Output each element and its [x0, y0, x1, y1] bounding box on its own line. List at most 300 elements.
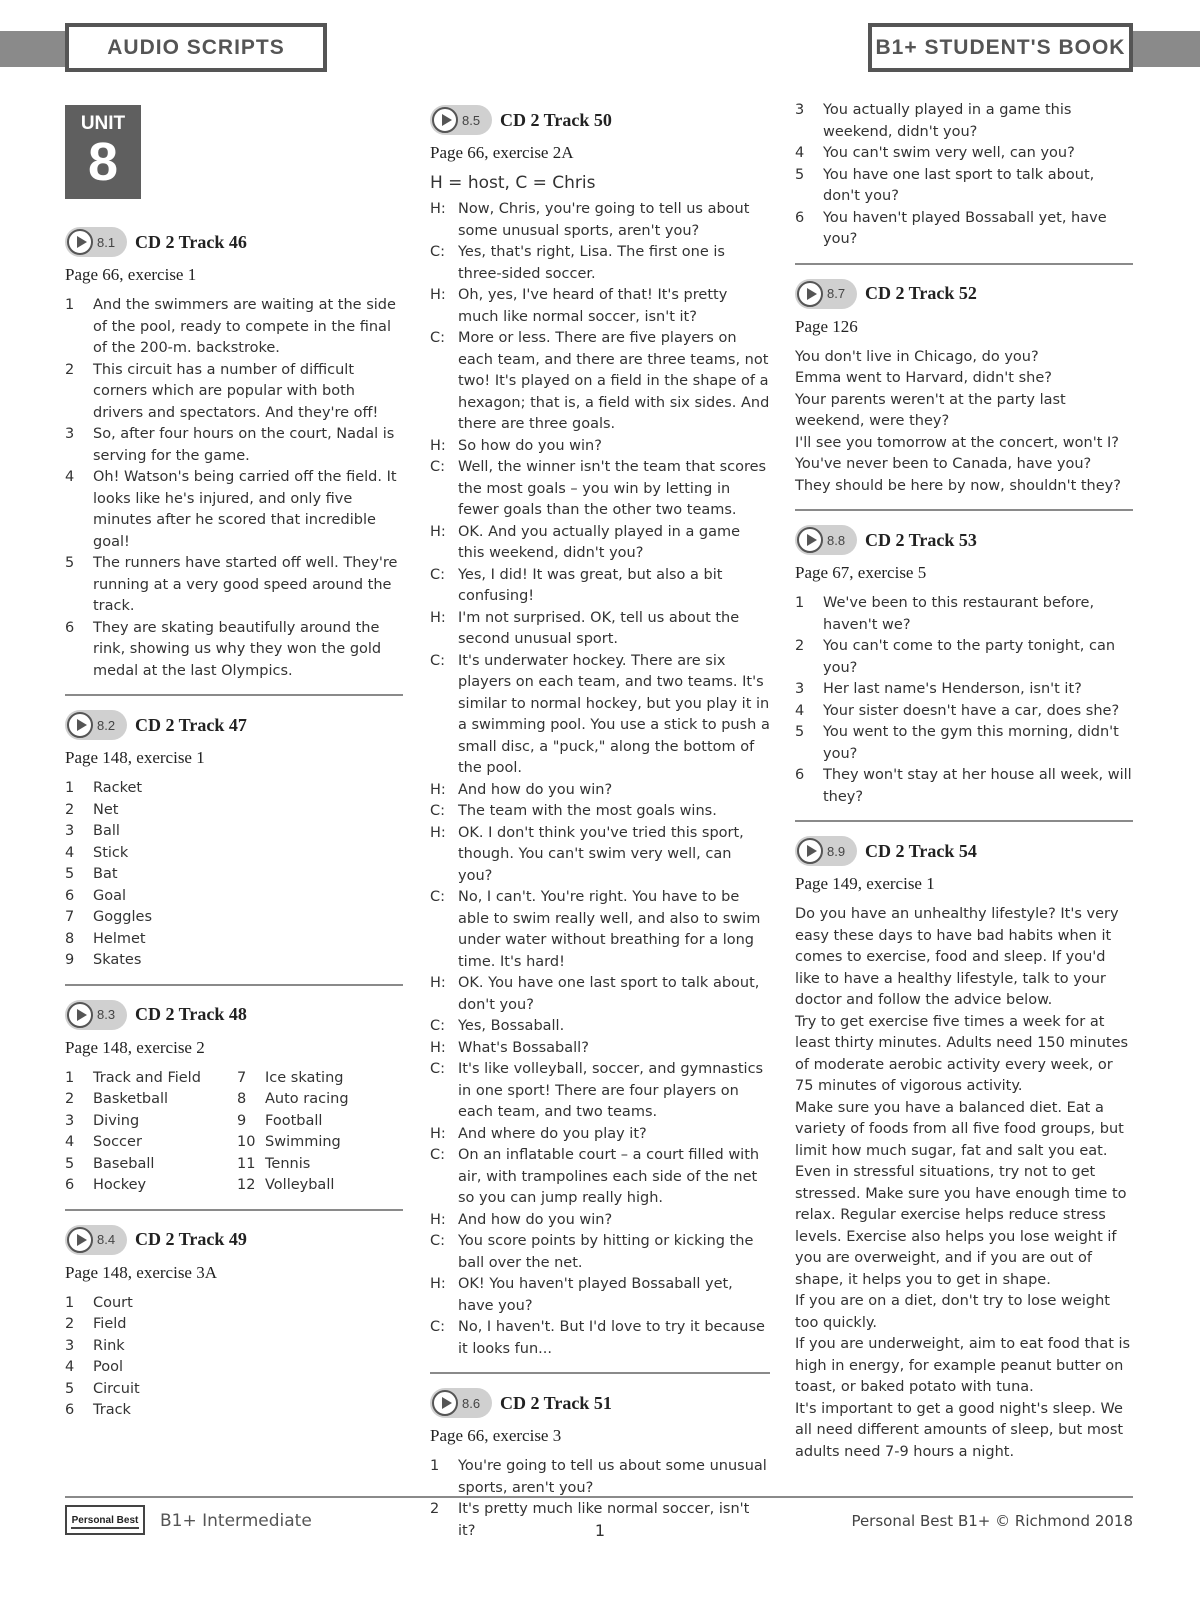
speaker-label: C:: [430, 1061, 446, 1077]
dialogue-text: Oh, yes, I've heard of that! It's pretty much like normal soccer, isn't it?: [458, 287, 728, 325]
dialogue-line: [430, 565, 770, 608]
item-number: 8: [65, 930, 75, 947]
dialogue-line: [430, 1231, 770, 1274]
track-pill[interactable]: 8.9: [795, 836, 857, 866]
section-8-2: [65, 710, 403, 972]
item-text: Bat: [93, 866, 118, 882]
list-item: [65, 864, 403, 886]
item-number: 7: [237, 1069, 247, 1086]
play-icon[interactable]: [797, 527, 823, 553]
page-reference: Page 67, exercise 5: [795, 563, 927, 582]
item-text: Basketball: [93, 1091, 169, 1107]
list-item: [795, 636, 1133, 679]
unit-label: UNIT: [80, 113, 126, 134]
track-pill[interactable]: 8.4: [65, 1225, 127, 1255]
item-text: Net: [93, 801, 119, 818]
list-item: [65, 1154, 237, 1176]
dialogue-line: [430, 823, 770, 888]
header-audio-scripts: AUDIO SCRIPTS: [65, 23, 327, 72]
paragraph: It's important to get a good night's sleep. We all need different amounts of sleep, but most adults need 7-9 hours a night.: [795, 1400, 1124, 1460]
page-reference: Page 66, exercise 1: [65, 265, 197, 284]
item-text: You can't swim very well, can you?: [823, 145, 1075, 161]
track-header: [795, 279, 1133, 309]
item-number: 10: [237, 1134, 256, 1150]
dialogue-line: [430, 199, 770, 242]
list-item: [795, 701, 1133, 723]
dialogue-text: Yes, Bossaball.: [458, 1018, 565, 1034]
item-number: 3: [795, 102, 805, 118]
paragraph: I'll see you tomorrow at the concert, won't I?: [795, 434, 1119, 451]
item-number: 6: [65, 1177, 75, 1193]
speaker-label: H:: [430, 1125, 446, 1142]
section-8-8: [795, 525, 1133, 808]
speaker-label: C:: [430, 330, 446, 346]
play-icon[interactable]: [67, 229, 93, 255]
dialogue-line: [430, 242, 770, 285]
item-text: Skates: [93, 952, 142, 968]
track-title: CD 2 Track 50: [500, 109, 612, 130]
list-item: [65, 1132, 237, 1154]
list-item: [795, 593, 1133, 636]
item-number: 5: [65, 1155, 75, 1172]
play-icon[interactable]: [432, 107, 458, 133]
paragraph: Do you have an unhealthy lifestyle? It's very easy these days to have bad habits when it comes to exercise, food and sleep. If you'd like to have a healthy lifestyle, talk to your doctor and follow the advice below.: [795, 906, 1119, 1008]
numbered-list: [65, 1068, 237, 1197]
section-divider: [65, 1209, 403, 1211]
list-item: [65, 295, 403, 360]
item-text: Racket: [93, 780, 143, 796]
dialogue-line: [430, 887, 770, 973]
page-reference: Page 149, exercise 1: [795, 874, 935, 893]
item-text: Auto racing: [265, 1091, 349, 1107]
list-item: [65, 1175, 237, 1197]
paragraph: Even in stressful situations, try not to get stressed. Make sure you have enough time to relax. Regular exercise helps reduce stress levels. Exercise also helps you lose weight if you are overweight, and if you are out of shape, it helps you to get in shape.: [795, 1164, 1127, 1288]
track-pill[interactable]: 8.6: [430, 1388, 492, 1418]
speaker-label: C:: [430, 652, 446, 669]
list-item: [65, 1357, 403, 1379]
item-text: Her last name's Henderson, isn't it?: [823, 681, 1082, 697]
item-text: Football: [265, 1112, 323, 1129]
item-text: Your sister doesn't have a car, does she?: [823, 702, 1120, 719]
list-item: [65, 907, 403, 929]
section-8-1: [65, 227, 403, 682]
item-number: 5: [795, 724, 805, 740]
item-text: Hockey: [93, 1177, 147, 1193]
section-divider: [65, 984, 403, 986]
track-pill[interactable]: 8.2: [65, 710, 127, 740]
item-number: 3: [65, 1337, 75, 1354]
item-number: 4: [65, 1134, 75, 1150]
section-8-4: [65, 1225, 403, 1422]
speaker-label: C:: [430, 1018, 446, 1034]
paragraph: You've never been to Canada, have you?: [795, 456, 1092, 472]
list-item: [795, 100, 1133, 143]
dialogue-text: Yes, that's right, Lisa. The first one is three-sided soccer.: [458, 244, 725, 282]
item-number: 8: [237, 1091, 247, 1107]
list-item: [795, 722, 1133, 765]
numbered-list: [65, 1293, 403, 1422]
dialogue-text: OK. And you actually played in a game this weekend, didn't you?: [458, 523, 741, 561]
item-text: Ice skating: [265, 1069, 344, 1086]
list-item: [65, 843, 403, 865]
section-divider: [430, 1372, 770, 1374]
track-pill[interactable]: 8.8: [795, 525, 857, 555]
dialogue-text: And where do you play it?: [458, 1125, 647, 1142]
list-item: [65, 553, 403, 618]
item-number: 9: [237, 1112, 247, 1129]
item-text: You can't come to the party tonight, can you?: [823, 638, 1116, 676]
dialogue-line: [430, 1124, 770, 1146]
item-text: Goal: [93, 887, 127, 904]
track-pill[interactable]: 8.1: [65, 227, 127, 257]
track-title: CD 2 Track 48: [135, 1004, 247, 1024]
footer-divider: [65, 1496, 1133, 1498]
play-icon[interactable]: [797, 838, 823, 864]
track-title: CD 2 Track 49: [135, 1229, 247, 1249]
item-number: 5: [65, 1380, 75, 1397]
item-number: 4: [65, 1359, 75, 1375]
track-header: [430, 105, 770, 135]
speaker-label: H:: [430, 201, 446, 217]
item-number: 1: [65, 780, 75, 796]
header-band-left: [0, 31, 70, 67]
numbered-list: [65, 295, 403, 682]
item-number: 7: [65, 909, 75, 925]
page-reference: Page 148, exercise 1: [65, 748, 205, 767]
column-1: [65, 100, 403, 1422]
item-text: Goggles: [93, 909, 153, 925]
list-item: [237, 1089, 403, 1111]
dialogue-line: [430, 651, 770, 780]
dialogue-text: No, I haven't. But I'd love to try it because it looks fun...: [458, 1319, 765, 1357]
dialogue-line: [430, 522, 770, 565]
dialogue-line: [430, 1145, 770, 1210]
dialogue-line: [430, 1016, 770, 1038]
list-item: [65, 618, 403, 683]
paragraph: Emma went to Harvard, didn't she?: [795, 370, 1052, 386]
paragraph: You don't live in Chicago, do you?: [795, 348, 1039, 365]
track-header: [795, 525, 1133, 555]
track-title: CD 2 Track 47: [135, 714, 247, 735]
item-text: You're going to tell us about some unusual sports, aren't you?: [458, 1458, 767, 1496]
item-text: So, after four hours on the court, Nadal is serving for the game.: [93, 426, 395, 464]
footer-copyright: Personal Best B1+ © Richmond 2018: [851, 1512, 1133, 1530]
dialogue-text: OK. I don't think you've tried this sport, though. You can't swim very well, can you?: [458, 824, 744, 884]
item-text: You went to the gym this morning, didn't you?: [823, 724, 1119, 762]
item-text: Oh! Watson's being carried off the field. It looks like he's injured, and only five minutes after he scored that incredible goal!: [93, 469, 397, 550]
list-item: [65, 424, 403, 467]
section-8-7: [795, 279, 1133, 498]
section-divider: [795, 820, 1133, 822]
dialogue-line: [430, 1274, 770, 1317]
speaker-label: C:: [430, 803, 446, 819]
item-text: Volleyball: [265, 1177, 335, 1193]
item-text: Field: [93, 1316, 127, 1332]
item-text: Pool: [93, 1359, 123, 1375]
track-header: [65, 227, 403, 257]
list-item: [65, 467, 403, 553]
play-icon[interactable]: [67, 712, 93, 738]
item-number: 1: [65, 297, 75, 313]
item-text: Soccer: [93, 1134, 142, 1150]
track-header: [65, 1000, 403, 1030]
sentence-list: [795, 347, 1133, 498]
unit-badge: [65, 105, 141, 199]
paragraph: They should be here by now, shouldn't they?: [795, 477, 1121, 494]
track-title: CD 2 Track 46: [135, 231, 247, 252]
dialogue-line: [430, 436, 770, 458]
header-band-right: [1130, 31, 1200, 67]
list-item: [237, 1175, 403, 1197]
dialogue: [430, 199, 770, 1360]
item-number: 1: [795, 595, 805, 611]
play-icon[interactable]: [67, 1002, 93, 1028]
page-reference: Page 148, exercise 2: [65, 1037, 205, 1057]
page-reference: Page 66, exercise 3: [430, 1426, 562, 1445]
item-number: 4: [795, 145, 805, 161]
dialogue-line: [430, 1059, 770, 1124]
speaker-label: C:: [430, 244, 446, 260]
item-text: We've been to this restaurant before, haven't we?: [823, 595, 1095, 633]
list-item: [795, 208, 1133, 251]
item-number: 3: [65, 426, 75, 442]
dialogue-line: [430, 780, 770, 802]
item-text: Track: [93, 1402, 131, 1418]
item-number: 2: [430, 1501, 440, 1517]
item-number: 3: [65, 1112, 75, 1129]
page-reference: Page 148, exercise 3A: [65, 1262, 218, 1282]
play-icon[interactable]: [67, 1227, 93, 1253]
list-item: [65, 929, 403, 951]
item-text: Rink: [93, 1337, 125, 1354]
column-2: [430, 105, 770, 1542]
item-number: 2: [65, 1091, 75, 1107]
list-item: [430, 1456, 770, 1499]
item-text: Ball: [93, 823, 120, 839]
item-text: The runners have started off well. They're running at a very good speed around the track.: [93, 555, 398, 614]
speaker-label: H:: [430, 437, 446, 454]
section-divider: [795, 509, 1133, 511]
dialogue-text: What's Bossaball?: [458, 1039, 589, 1056]
speaker-label: H:: [430, 1039, 446, 1056]
list-item: [237, 1154, 403, 1176]
column-3: [795, 100, 1133, 1463]
dialogue-line: [430, 801, 770, 823]
item-number: 12: [237, 1177, 256, 1193]
list-item: [65, 821, 403, 843]
item-text: Stick: [93, 844, 129, 861]
list-item: [65, 1379, 403, 1401]
dialogue-line: [430, 285, 770, 328]
section-8-3: [65, 1000, 403, 1197]
dialogue-text: OK! You haven't played Bossaball yet, have you?: [458, 1276, 733, 1314]
speaker-label: H:: [430, 824, 446, 841]
dialogue-text: No, I can't. You're right. You have to be able to swim really well, and also to swim under water without breathing for a long time. It's hard!: [458, 889, 761, 970]
dialogue-text: It's like volleyball, soccer, and gymnastics in one sport! There are four players on each team, and two teams.: [458, 1061, 764, 1120]
item-text: You haven't played Bossaball yet, have you?: [823, 209, 1107, 247]
item-number: 3: [795, 681, 805, 697]
item-text: They are skating beautifully around the rink, showing us why they won the gold medal at the last Olympics.: [93, 619, 382, 679]
track-title: CD 2 Track 51: [500, 1392, 612, 1413]
dialogue-line: [430, 457, 770, 522]
speaker-legend: H = host, C = Chris: [430, 173, 596, 193]
section-divider: [795, 263, 1133, 265]
list-item: [65, 1400, 403, 1422]
paragraph: Try to get exercise five times a week for at least thirty minutes. Adults need 150 minutes of moderate aerobic activity every week, or 75 minutes of vigorous activity.: [795, 1013, 1129, 1094]
list-item: [237, 1132, 403, 1154]
list-item: [795, 143, 1133, 165]
item-number: 6: [795, 767, 805, 783]
item-text: Tennis: [265, 1155, 311, 1172]
track-header: [65, 1225, 403, 1255]
track-title: CD 2 Track 54: [865, 840, 977, 861]
item-text: Track and Field: [93, 1069, 201, 1086]
speaker-label: C:: [430, 1233, 446, 1249]
dialogue-text: So how do you win?: [458, 437, 602, 454]
play-icon[interactable]: [432, 1390, 458, 1416]
speaker-label: H:: [430, 287, 446, 303]
track-header: [65, 710, 403, 740]
item-number: 11: [237, 1155, 256, 1172]
item-number: 2: [795, 638, 805, 654]
item-text: This circuit has a number of difficult corners which are popular with both drivers and spectators. And they're off!: [93, 361, 379, 421]
dialogue-text: It's underwater hockey. There are six players on each team, and two teams. It's similar to normal hockey, but you play it in a swimming pool. You use a stick to push a small disc, a "puck," along the bottom of the pool.: [458, 652, 770, 776]
personal-best-logo: Personal Best: [65, 1505, 145, 1535]
item-number: 2: [65, 801, 75, 818]
list-item: [795, 679, 1133, 701]
numbered-list: [65, 778, 403, 972]
speaker-label: C:: [430, 1147, 446, 1163]
dialogue-text: Yes, I did! It was great, but also a bit confusing!: [458, 566, 723, 604]
dialogue-text: OK. You have one last sport to talk about, don't you?: [458, 975, 760, 1013]
dialogue-text: On an inflatable court – a court filled with air, with trampolines each side of the net so you can jump really high.: [458, 1147, 760, 1206]
header-students-book: B1+ STUDENT'S BOOK: [868, 23, 1133, 72]
track-title: CD 2 Track 53: [865, 529, 977, 550]
dialogue-text: You score points by hitting or kicking the ball over the net.: [458, 1233, 754, 1271]
paragraph: If you are underweight, aim to eat food that is high in energy, for example peanut butter on toast, or baked potato with tuna.: [795, 1336, 1131, 1395]
dialogue-line: [430, 1210, 770, 1232]
play-icon[interactable]: [797, 281, 823, 307]
item-text: Circuit: [93, 1380, 140, 1397]
item-text: Court: [93, 1294, 133, 1311]
two-column-list: [65, 1068, 403, 1197]
numbered-list-continued: [795, 100, 1133, 251]
item-number: 5: [65, 866, 75, 882]
list-item: [237, 1111, 403, 1133]
item-number: 2: [65, 361, 75, 378]
list-item: [65, 778, 403, 800]
list-item: [65, 1314, 403, 1336]
dialogue-line: [430, 1038, 770, 1060]
dialogue-text: And how do you win?: [458, 781, 613, 798]
speaker-label: C:: [430, 889, 446, 905]
item-number: 4: [795, 702, 805, 719]
section-8-6: [430, 1388, 770, 1542]
item-number: 6: [65, 619, 75, 636]
dialogue-text: More or less. There are five players on each team, and there are three teams, not two! It's played on a field in the shape of a hexagon; that is, a field with six sides. And there are three goals.: [458, 330, 770, 432]
list-item: [65, 800, 403, 822]
item-number: 4: [65, 844, 75, 861]
item-number: 9: [65, 952, 75, 968]
track-header: [430, 1388, 770, 1418]
page-number: 1: [594, 1521, 606, 1540]
item-number: 6: [65, 887, 75, 904]
unit-number: 8: [87, 132, 119, 192]
item-number: 4: [65, 469, 75, 485]
item-text: It's pretty much like normal soccer, isn't it?: [458, 1501, 750, 1539]
dialogue-line: [430, 1317, 770, 1360]
footer-level: B1+ Intermediate: [160, 1511, 312, 1531]
track-pill[interactable]: 8.7: [795, 279, 857, 309]
item-text: They won't stay at her house all week, will they?: [823, 767, 1132, 805]
list-item: [237, 1068, 403, 1090]
item-number: 1: [430, 1458, 440, 1474]
item-text: You have one last sport to talk about, don't you?: [823, 166, 1095, 204]
item-text: Swimming: [265, 1134, 341, 1150]
track-header: [795, 836, 1133, 866]
passage: [795, 904, 1133, 1463]
item-number: 1: [65, 1294, 75, 1311]
speaker-label: H:: [430, 1276, 446, 1292]
list-item: [65, 950, 403, 972]
track-title: CD 2 Track 52: [865, 283, 977, 303]
list-item: [795, 165, 1133, 208]
numbered-list: [237, 1068, 403, 1197]
list-item: [65, 1336, 403, 1358]
list-item: [65, 886, 403, 908]
dialogue-text: Now, Chris, you're going to tell us about some unusual sports, aren't you?: [458, 201, 750, 239]
item-number: 1: [65, 1069, 75, 1086]
list-item: [65, 1068, 237, 1090]
speaker-label: C:: [430, 1319, 446, 1335]
track-pill[interactable]: 8.3: [65, 1000, 127, 1030]
dialogue-line: [430, 328, 770, 436]
list-item: [65, 1293, 403, 1315]
speaker-label: H:: [430, 523, 446, 540]
paragraph: If you are on a diet, don't try to lose weight too quickly.: [795, 1293, 1110, 1331]
item-text: Helmet: [93, 930, 146, 947]
item-text: Diving: [93, 1112, 140, 1129]
dialogue-text: Well, the winner isn't the team that scores the most goals – you win by letting in fewer goals than the other two teams.: [458, 459, 767, 518]
item-text: You actually played in a game this weekend, didn't you?: [823, 102, 1072, 140]
item-text: And the swimmers are waiting at the side of the pool, ready to compete in the final of the 200-m. backstroke.: [93, 297, 396, 356]
item-text: Baseball: [93, 1155, 155, 1172]
list-item: [795, 765, 1133, 808]
list-item: [65, 1111, 237, 1133]
item-number: 5: [795, 166, 805, 183]
item-number: 2: [65, 1316, 75, 1332]
dialogue-line: [430, 608, 770, 651]
paragraph: Your parents weren't at the party last weekend, were they?: [795, 391, 1066, 429]
paragraph: Make sure you have a balanced diet. Eat a variety of foods from all five food groups, but limit how much sugar, fat and salt you eat.: [795, 1099, 1124, 1159]
page-reference: Page 66, exercise 2A: [430, 143, 574, 162]
track-pill[interactable]: 8.5: [430, 105, 492, 135]
speaker-label: H:: [430, 609, 446, 626]
speaker-label: H:: [430, 975, 446, 991]
dialogue-text: I'm not surprised. OK, tell us about the second unusual sport.: [458, 609, 740, 647]
section-8-9: [795, 836, 1133, 1463]
speaker-label: C:: [430, 459, 446, 475]
speaker-label: C:: [430, 566, 446, 583]
numbered-list: [795, 593, 1133, 808]
section-divider: [65, 694, 403, 696]
section-8-5: [430, 105, 770, 1360]
list-item: [65, 360, 403, 425]
dialogue-line: [430, 973, 770, 1016]
item-number: 6: [65, 1402, 75, 1418]
page-reference: Page 126: [795, 316, 858, 336]
dialogue-text: The team with the most goals wins.: [458, 803, 717, 819]
